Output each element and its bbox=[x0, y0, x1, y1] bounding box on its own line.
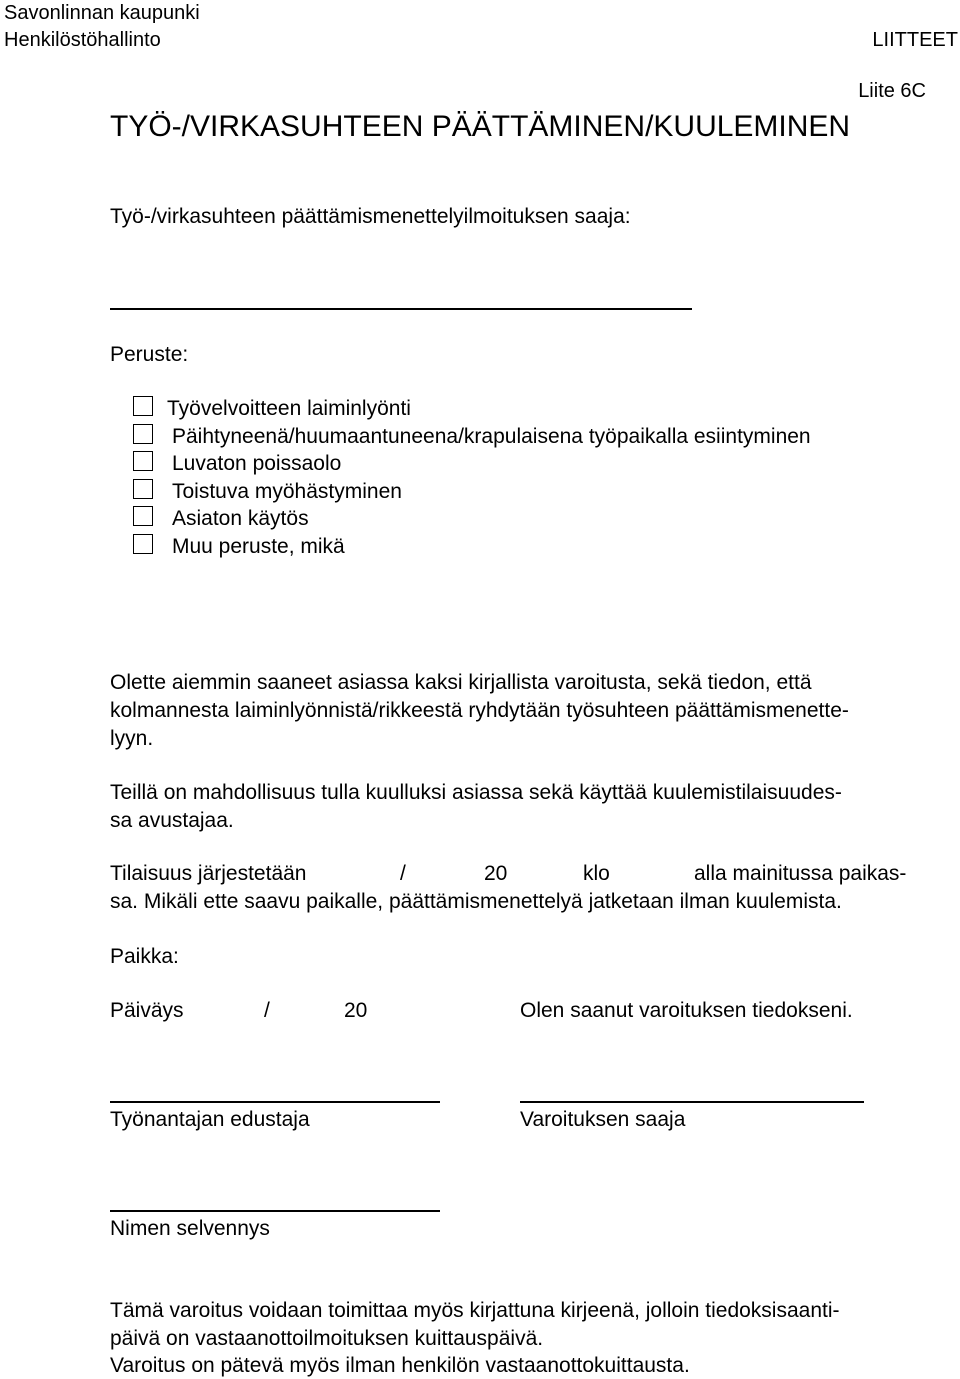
paragraph-line: sa. Mikäli ette saavu paikalle, päättämismenettelyä jatketaan ilman kuulemista. bbox=[110, 890, 842, 913]
name-clarification-line[interactable] bbox=[110, 1210, 440, 1212]
ground-label: Toistuva myöhästyminen bbox=[172, 480, 402, 503]
acknowledgement-text: Olen saanut varoituksen tiedokseni. bbox=[520, 999, 853, 1022]
employer-signature-line[interactable] bbox=[110, 1101, 440, 1103]
paragraph-line: Olette aiemmin saaneet asiassa kaksi kirjallista varoitusta, sekä tiedon, että bbox=[110, 671, 812, 694]
hearing-date-slash: / bbox=[400, 862, 406, 885]
department-name: Henkilöstöhallinto bbox=[4, 29, 161, 51]
grounds-label: Peruste: bbox=[110, 343, 189, 366]
ground-label: Työvelvoitteen laiminlyönti bbox=[167, 397, 411, 420]
recipient-signature-line[interactable] bbox=[520, 1101, 864, 1103]
paragraph-line: Teillä on mahdollisuus tulla kuulluksi asiassa sekä käyttää kuulemistilaisuudes- bbox=[110, 781, 842, 804]
paragraph-line: sa avustajaa. bbox=[110, 809, 234, 832]
checkbox-neglect[interactable] bbox=[133, 396, 153, 416]
attachment-label: Liite 6C bbox=[858, 80, 926, 102]
organization-name: Savonlinnan kaupunki bbox=[4, 2, 200, 24]
hearing-year: 20 bbox=[484, 862, 508, 885]
checkbox-intoxicated[interactable] bbox=[133, 424, 153, 444]
place-label: Paikka: bbox=[110, 945, 179, 968]
section-label: LIITTEET bbox=[872, 29, 958, 51]
ground-label: Päihtyneenä/huumaantuneena/krapulaisena työpaikalla esiintyminen bbox=[172, 425, 811, 448]
ground-label: Muu peruste, mikä bbox=[172, 535, 345, 558]
date-year: 20 bbox=[344, 999, 368, 1022]
recipient-signature-label: Varoituksen saaja bbox=[520, 1108, 686, 1131]
hearing-intro: Tilaisuus järjestetään bbox=[110, 862, 307, 885]
hearing-rest: alla mainitussa paikas- bbox=[694, 862, 907, 885]
footer-note: Tämä varoitus voidaan toimittaa myös kirjattuna kirjeenä, jolloin tiedoksisaanti- bbox=[110, 1299, 840, 1322]
hearing-clock: klo bbox=[583, 862, 610, 885]
footer-note: Varoitus on pätevä myös ilman henkilön vastaanottokuittausta. bbox=[110, 1354, 690, 1377]
footer-note: päivä on vastaanottoilmoituksen kuittauspäivä. bbox=[110, 1327, 544, 1350]
recipient-line[interactable] bbox=[110, 308, 692, 310]
recipient-label: Työ-/virkasuhteen päättämismenettelyilmoituksen saaja: bbox=[110, 205, 631, 228]
employer-signature-label: Työnantajan edustaja bbox=[110, 1108, 310, 1131]
ground-label: Luvaton poissaolo bbox=[172, 452, 342, 475]
paragraph-line: kolmannesta laiminlyönnistä/rikkeestä ryhdytään työsuhteen päättämismenette- bbox=[110, 699, 849, 722]
paragraph-line: lyyn. bbox=[110, 727, 154, 750]
date-slash: / bbox=[264, 999, 270, 1022]
checkbox-other-reason[interactable] bbox=[133, 534, 153, 554]
checkbox-inappropriate-behavior[interactable] bbox=[133, 506, 153, 526]
page-title: TYÖ-/VIRKASUHTEEN PÄÄTTÄMINEN/KUULEMINEN bbox=[110, 110, 851, 143]
checkbox-unauthorized-absence[interactable] bbox=[133, 451, 153, 471]
checkbox-repeated-lateness[interactable] bbox=[133, 479, 153, 499]
date-label: Päiväys bbox=[110, 999, 184, 1022]
ground-label: Asiaton käytös bbox=[172, 507, 309, 530]
name-clarification-label: Nimen selvennys bbox=[110, 1217, 270, 1240]
